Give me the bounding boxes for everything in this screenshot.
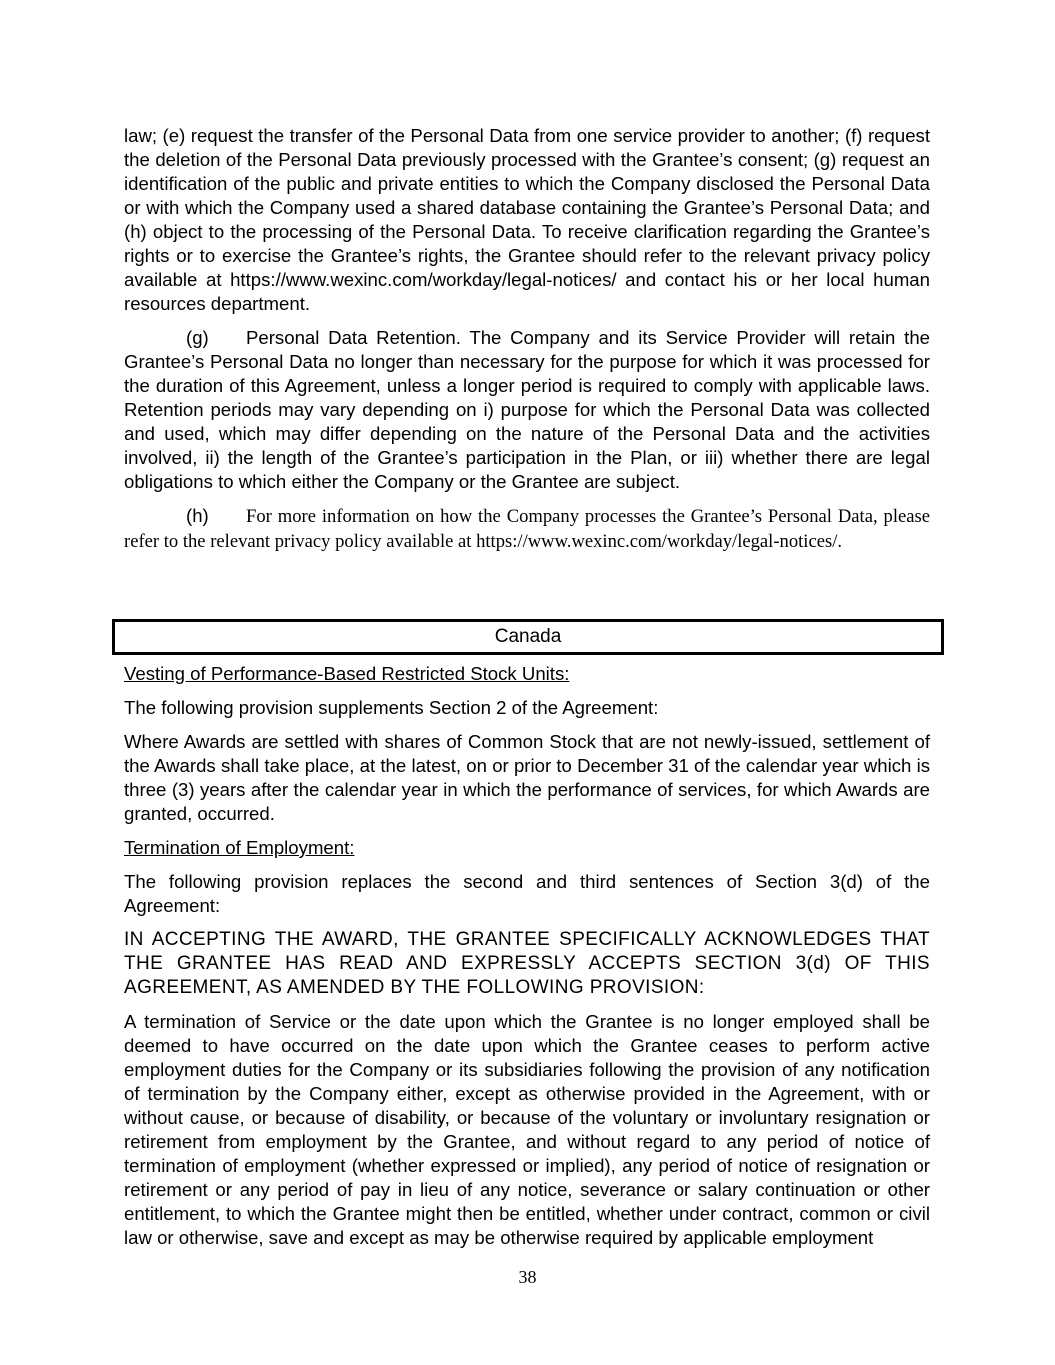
vesting-intro: The following provision supplements Section 2 of the Agreement: [124, 697, 659, 718]
section-f-continued-paragraph: law; (e) request the transfer of the Personal Data from one service provider to another; (f) request the deletion of the Personal Data previously processed with the Grantee’s consent; (g) request an identification of the public and private entities to which the Company disclosed the Personal Data or with which the Company used a shared database containing the Grantee’s Personal Data; and (h) object to the processing of the Personal Data. To receive clarification regarding the Grantee’s rights or to exercise the Grantee’s rights, the Grantee should refer to the relevant privacy policy available at https://www.wexinc.com/workday/legal-notices/ and contact his or her local human resources department. [124, 125, 930, 314]
termination-body: A termination of Service or the date upon which the Grantee is no longer employed shall be deemed to have occurred on the date upon which the Grantee ceases to perform active employment duties for the Company or its subsidiaries following the provision of any notification of termination by the Company either, except as otherwise provided in the Agreement, with or without cause, or because of disability, or because of the voluntary or involuntary resignation or retirement from employment by the Grantee, and without regard to any period of notice of termination of employment (whether expressed or implied), any period of notice of resignation or retirement or any period of pay in lieu of any notice, severance or salary continuation or other entitlement, to which the Grantee might then be entitled, whether under contract, common or civil law or otherwise, save and except as may be otherwise required by applicable employment [124, 1011, 930, 1248]
section-h-label: (h) [186, 505, 209, 526]
section-g-text: Personal Data Retention. The Company and its Service Provider will retain the Grantee’s Personal Data no longer than necessary for the purpose for which it was processed for the duration of this Agreement, unless a longer period is required to comply with applicable laws. Retention periods may vary depending on i) purpose for which the Personal Data was collected and used, which may differ depending on the nature of the Personal Data and the activities involved, ii) the length of the Grantee’s participation in the Plan, or iii) whether there are legal obligations to which either the Company or the Grantee are subject. [124, 327, 930, 492]
vesting-heading: Vesting of Performance-Based Restricted Stock Units: [124, 663, 570, 684]
privacy-sections [124, 124, 930, 554]
section-g-paragraph [124, 326, 930, 494]
termination-heading: Termination of Employment: [124, 837, 355, 858]
section-h-text: For more information on how the Company processes the Grantee’s Personal Data, please refer to the relevant privacy policy available at https://www.wexinc.com/workday/legal-notices/. [124, 506, 930, 552]
country-heading-box [112, 619, 944, 655]
termination-acknowledgement: IN ACCEPTING THE AWARD, THE GRANTEE SPECIFICALLY ACKNOWLEDGES THAT THE GRANTEE HAS READ AND EXPRESSLY ACCEPTS SECTION 3(d) OF THIS AGREEMENT, AS AMENDED BY THE FOLLOWING PROVISION: [124, 929, 930, 998]
termination-intro: The following provision replaces the second and third sentences of Section 3(d) of the Agreement: [124, 871, 930, 916]
canada-provisions [124, 662, 930, 1250]
section-h-paragraph [124, 504, 930, 554]
country-heading-title: Canada [494, 626, 562, 647]
section-g-label: (g) [186, 327, 209, 348]
vesting-body: Where Awards are settled with shares of Common Stock that are not newly-issued, settlement of the Awards shall take place, at the latest, on or prior to December 31 of the calendar year which is three (3) years after the calendar year in which the performance of services, for which Awards are granted, occurred. [124, 731, 930, 824]
page-number: 38 [518, 1267, 537, 1287]
